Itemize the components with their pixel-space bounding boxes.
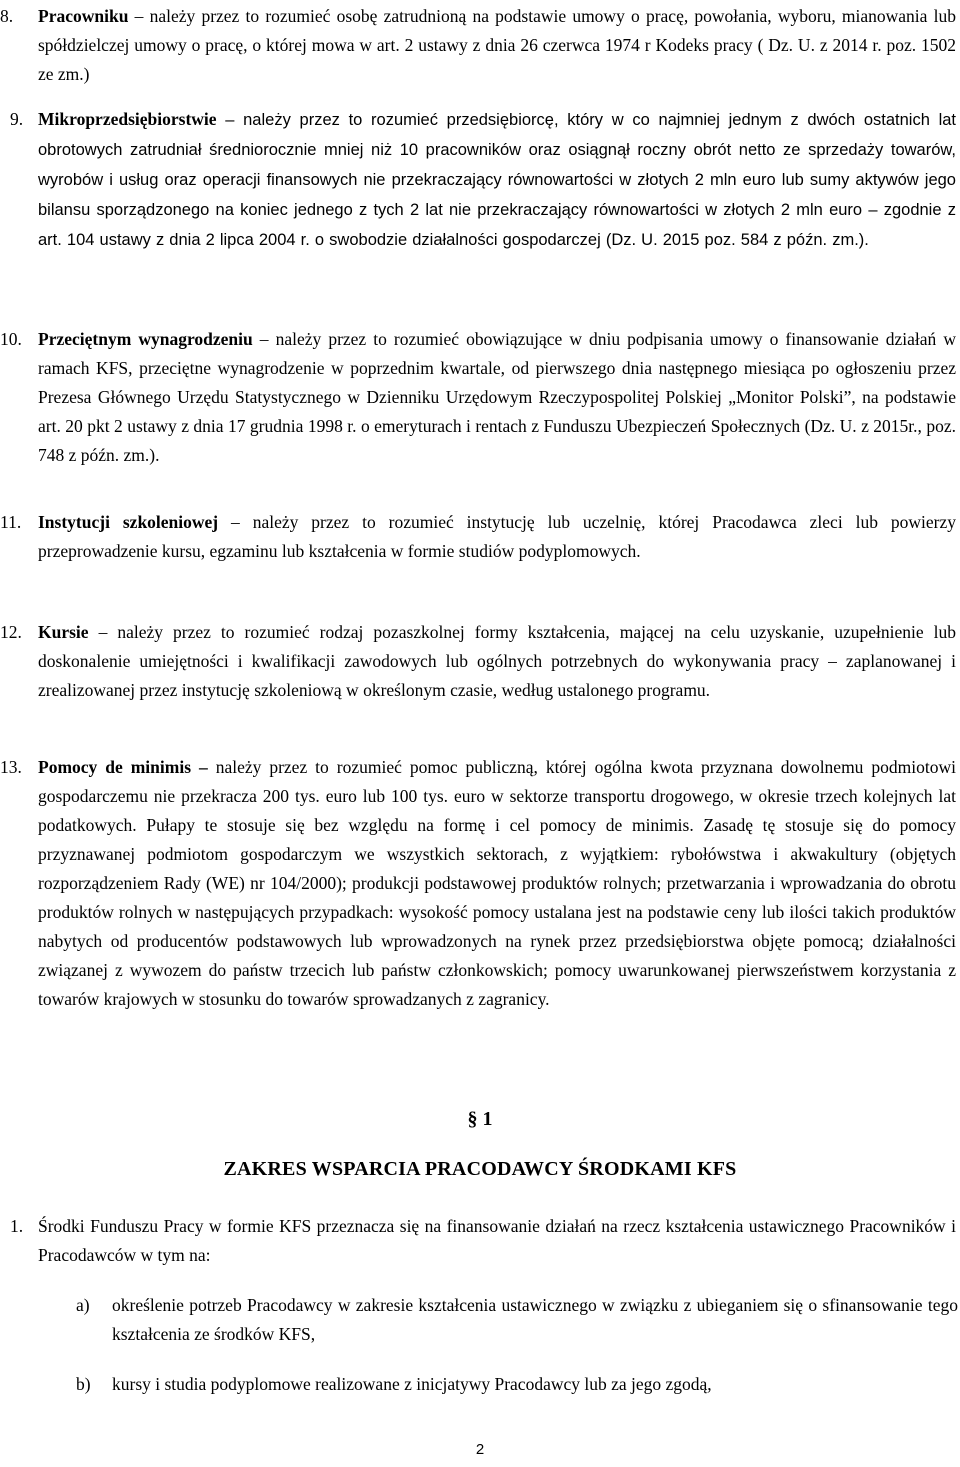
definition-body: – należy przez to rozumieć obowiązujące w dniu podpisania umowy o finansowanie działań w ramach KFS, przeciętne wynagrodzenie w poprzednim kwartale, od pierwszego dnia następnego miesiąca po ogłoszeniu przez Prezesa Głównego Urzędu Statystycznego w Dzienniku Urzędowym Rzeczypospolitej Polskiej „Monitor Polski”, na podstawie art. 20 pkt 2 ustawy z dnia 17 grudnia 1998 r. o emeryturach i rentach z Funduszu Ubezpieczeń Społecznych (Dz. U. z 2015r., poz. 748 z późn. zm.).	[38, 329, 956, 465]
definition-term: Pracowniku	[38, 6, 129, 26]
subitem-letter: b)	[76, 1374, 91, 1394]
definition-text	[38, 325, 956, 470]
definition-body: – należy przez to rozumieć instytucję lub uczelnię, której Pracodawca zleci lub powierzy przeprowadzenie kursu, egzaminu lub kształcenia w formie studiów podyplomowych.	[38, 512, 956, 561]
definition-body: – należy przez to rozumieć przedsiębiorcę, który w co najmniej jednym z dwóch ostatnich lat obrotowych zatrudniał średniorocznie mniej niż 10 pracowników oraz osiągnął roczny obrót netto ze sprzedaży towarów, wyrobów i usług oraz operacji finansowych nie przekraczający równowartości w złotych 2 mln euro lub sumy aktywów jego bilansu sporządzonego na koniec jednego z tych 2 lat nie przekraczający równowartości w złotych 2 mln euro – zgodnie z art. 104 ustawy z dnia 2 lipca 2004 r. o swobodzie działalności gospodarczej (Dz. U. 2015 poz. 584 z późn. zm.).	[38, 111, 956, 249]
definition-number: 13.	[0, 757, 22, 777]
definition-text	[38, 508, 956, 566]
provision-text: Środki Funduszu Pracy w formie KFS przeznacza się na finansowanie działań na rzecz kształcenia ustawicznego Pracowników i Pracodawców w tym na:	[38, 1216, 956, 1265]
definition-term: Kursie	[38, 622, 89, 642]
definition-term: Przeciętnym wynagrodzeniu	[38, 329, 253, 349]
section-symbol: § 1	[467, 1108, 493, 1130]
definition-number: 11.	[0, 512, 22, 532]
subitem-letter: a)	[76, 1295, 90, 1315]
definition-body: – należy przez to rozumieć rodzaj pozaszkolnej formy kształcenia, mającej na celu uzyskanie, uzupełnienie lub doskonalenie umiejętności i kwalifikacji zawodowych lub ogólnych potrzebnych do wykonywania pracy – zaplanowanej i zrealizowanej przez instytucję szkoleniową w określonym czasie, według ustalonego programu.	[38, 622, 956, 700]
provision-number: 1.	[10, 1216, 24, 1236]
definition-number: 8.	[0, 6, 14, 26]
definition-term: Pomocy de minimis –	[38, 757, 208, 777]
section-title: ZAKRES WSPARCIA PRACODAWCY ŚRODKAMI KFS	[223, 1158, 737, 1180]
page-number: 2	[475, 1441, 485, 1458]
definition-text	[38, 105, 956, 255]
subitem-text: określenie potrzeb Pracodawcy w zakresie kształcenia ustawicznego w związku z ubieganiem się o sfinansowanie tego kształcenia ze środków KFS,	[112, 1295, 958, 1344]
definition-body: należy przez to rozumieć pomoc publiczną, której ogólna kwota przyznana dowolnemu podmiotowi gospodarczemu nie przekracza 200 tys. euro lub 100 tys. euro w sektorze transportu drogowego, w okresie trzech kolejnych lat podatkowych. Pułapy te stosuje się bez względu na formę i cel pomocy de minimis. Zasadę tę stosuje się do pomocy przyznawanej podmiotom gospodarczym we wszystkich sektorach, z wyjątkiem: rybołówstwa i akwakultury (objętych rozporządzeniem Rady (WE) nr 104/2000); produkcji podstawowej produktów rolnych; przetwarzania i wprowadzania do obrotu produktów rolnych w następujących przypadkach: wysokość pomocy ustalana jest na podstawie ceny lub ilości takich produktów nabytych od producentów podstawowych lub wprowadzonych na rynek przez przedsiębiorstwa objęte pomocą; działalności związanej z wywozem do państw trzecich lub państw członkowskich; pomocy uwarunkowanej pierwszeństwem korzystania z towarów krajowych w stosunku do towarów sprowadzanych z zagranicy.	[38, 757, 956, 1009]
definition-number: 9.	[10, 109, 24, 129]
subitem-text: kursy i studia podyplomowe realizowane z inicjatywy Pracodawcy lub za jego zgodą,	[112, 1374, 712, 1394]
definition-text	[38, 618, 956, 705]
definition-text	[38, 2, 956, 89]
definition-number: 10.	[0, 329, 22, 349]
definition-term: Instytucji szkoleniowej	[38, 512, 219, 532]
definition-text	[38, 753, 956, 1014]
definition-term: Mikroprzedsiębiorstwie	[38, 109, 217, 129]
definition-body: – należy przez to rozumieć osobę zatrudnioną na podstawie umowy o pracę, powołania, wyboru, mianowania lub spółdzielczej umowy o pracę, o której mowa w art. 2 ustawy z dnia 26 czerwca 1974 r Kodeks pracy ( Dz. U. z 2014 r. poz. 1502 ze zm.)	[38, 6, 956, 84]
definition-number: 12.	[0, 622, 22, 642]
